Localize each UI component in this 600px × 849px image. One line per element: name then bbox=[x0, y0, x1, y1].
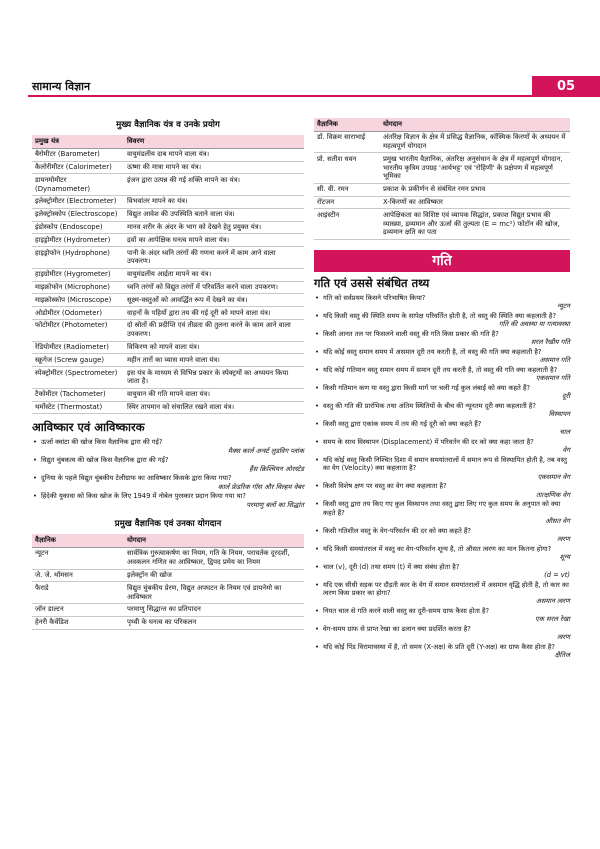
cell-name: जॉन डाल्टन bbox=[32, 603, 124, 616]
qa-item bbox=[314, 545, 570, 562]
qa-item bbox=[314, 384, 570, 401]
instrument-row bbox=[32, 234, 304, 247]
cell-name: स्क्रूगेज (Screw gauge) bbox=[32, 354, 124, 367]
cell-description: X-किरणों का आविष्कार bbox=[380, 196, 570, 209]
cell-description: परमाणु सिद्धान्त का प्रतिपादन bbox=[124, 603, 304, 616]
instruments-body bbox=[32, 148, 304, 414]
qa-item bbox=[314, 366, 570, 383]
qa-item bbox=[32, 456, 304, 473]
qa-item bbox=[314, 581, 570, 606]
cell-name: हाइग्रोमीटर (Hygrometer) bbox=[32, 268, 124, 281]
cell-description: विद्युत आवेश की उपस्थिति बताने वाला यंत्र। bbox=[124, 208, 304, 221]
instrument-row bbox=[32, 161, 304, 174]
qa-item bbox=[314, 563, 570, 580]
page-header bbox=[0, 76, 600, 98]
scientists-right-col2: योगदान bbox=[380, 118, 570, 131]
cell-name: डॉ. विक्रम साराभाई bbox=[314, 131, 380, 153]
qa-item bbox=[314, 330, 570, 347]
qa-item bbox=[314, 456, 570, 481]
cell-description: द्रवों का आपेक्षिक घनत्व मापने वाला यंत्र। bbox=[124, 234, 304, 247]
instrument-row bbox=[32, 319, 304, 341]
instruments-col1: प्रमुख यंत्र bbox=[32, 135, 124, 148]
answer: विस्थापन bbox=[548, 410, 570, 419]
question: किसी गतिमान कण या वस्तु द्वारा किसी मार्ग पर चली गई कुल लंबाई को क्या कहते हैं? bbox=[323, 383, 531, 392]
cell-name: कैलोरीमीटर (Calorimeter) bbox=[32, 161, 124, 174]
cell-name: सी. वी. रमन bbox=[314, 183, 380, 196]
qa-item bbox=[32, 492, 304, 509]
question: वस्तु की गति की प्रारंभिक तथा अंतिम स्थितियों के बीच की न्यूनतम दूरी क्या कहलाती है? bbox=[323, 401, 536, 410]
instrument-row bbox=[32, 307, 304, 320]
cell-name: हाइड्रोफोन (Hydrophone) bbox=[32, 247, 124, 269]
answer: मैक्स कार्ल अर्न्स्ट लुडविग प्लांक bbox=[227, 446, 304, 455]
cell-description: इलेक्ट्रॉन की खोज bbox=[124, 569, 304, 582]
cell-name: ओडोमीटर (Odometer) bbox=[32, 307, 124, 320]
question: किसी वस्तु द्वारा एकांक समय में तय की गई दूरी को क्या कहते हैं? bbox=[323, 419, 482, 428]
section-title: सामान्य विज्ञान bbox=[32, 80, 91, 93]
question: चाल (v), दूरी (d) तथा समय (t) में क्या संबंध होता है? bbox=[323, 562, 460, 571]
question: वेग-समय ग्राफ से प्राप्त रेखा का ढलान क्या प्रदर्शित करता है? bbox=[323, 624, 471, 633]
cell-description: ऊष्मा की मात्रा मापने का यंत्र। bbox=[124, 161, 304, 174]
qa-item bbox=[314, 527, 570, 544]
instrument-row bbox=[32, 401, 304, 414]
scientists-col1: वैज्ञानिक bbox=[32, 534, 124, 547]
cell-name: आइंस्टीन bbox=[314, 209, 380, 239]
instrument-row bbox=[32, 221, 304, 234]
question: समय के साथ विस्थापन (Displacement) में परिवर्तन की दर को क्या कहा जाता है? bbox=[323, 437, 534, 446]
qa-item bbox=[32, 474, 304, 491]
answer: शून्य bbox=[559, 552, 570, 561]
right-column bbox=[314, 118, 570, 661]
qa-item bbox=[314, 312, 570, 329]
qa-item bbox=[314, 438, 570, 455]
question: किसी गतिशील वस्तु के वेग-परिवर्तन की दर को क्या कहते हैं? bbox=[323, 526, 471, 535]
instrument-row bbox=[32, 388, 304, 401]
cell-name: न्यूटन bbox=[32, 547, 124, 569]
instruments-col2: विवरण bbox=[124, 135, 304, 148]
question: गति को सर्वप्रथम किसने परिभाषित किया? bbox=[323, 293, 426, 302]
cell-name: इलेक्ट्रोमीटर (Electrometer) bbox=[32, 195, 124, 208]
instrument-row bbox=[32, 208, 304, 221]
qa-item bbox=[314, 643, 570, 660]
cell-description: विकिरण को मापने वाला यंत्र। bbox=[124, 341, 304, 354]
cell-description: वायुयान की गति मापने वाला यंत्र। bbox=[124, 388, 304, 401]
motion-banner: गति bbox=[314, 250, 570, 272]
cell-name: स्पेक्ट्रोमीटर (Spectrometer) bbox=[32, 367, 124, 389]
question: किसी विशेष क्षण पर वस्तु का वेग क्या कहलाता है? bbox=[323, 482, 447, 491]
qa-item bbox=[314, 348, 570, 365]
cell-name: इलेक्ट्रोस्कोप (Electroscope) bbox=[32, 208, 124, 221]
scientist-row bbox=[32, 569, 304, 582]
question: यदि एक सीधी सड़क पर दौड़ती कार के वेग में समान समयांतरालों में असमान वृद्धि होती है, तो कार का त्वरण किस प्रकार का होगा? bbox=[323, 580, 569, 597]
cell-name: प्रो. सतीश धवन bbox=[314, 153, 380, 183]
qa-item bbox=[32, 438, 304, 455]
cell-name: डायनमोमीटर (Dynamometer) bbox=[32, 174, 124, 196]
cell-description: विभवांतर मापने का यंत्र। bbox=[124, 195, 304, 208]
scientist-row bbox=[314, 183, 570, 196]
cell-description: वायुमंडलीय दाब मापने वाला यंत्र। bbox=[124, 148, 304, 161]
instrument-row bbox=[32, 174, 304, 196]
instrument-row bbox=[32, 247, 304, 269]
answer: न्यूटन bbox=[557, 302, 570, 311]
scientist-row bbox=[314, 196, 570, 209]
answer: वेग bbox=[562, 446, 570, 455]
qa-item bbox=[314, 420, 570, 437]
header-rule bbox=[28, 95, 600, 97]
cell-description: आपेक्षिकता का विशिष्ट एवं व्यापक सिद्धांत, प्रकाश विद्युत प्रभाव की व्याख्या, द्रव्यमान और ऊर्जा की तुल्यता (E = mc²) फोटॉन की खोज, द्रव्यमान क्षति का पता bbox=[380, 209, 570, 239]
scientists-left-body bbox=[32, 547, 304, 629]
cell-name: इंडोस्कोप (Endoscope) bbox=[32, 221, 124, 234]
question: किसी वस्तु द्वारा तय किए गए कुल विस्थापन तथा वस्तु द्वारा लिए गए कुल समय के अनुपात को क्या कहते हैं? bbox=[323, 500, 561, 517]
instrument-row bbox=[32, 281, 304, 294]
motion-list bbox=[314, 294, 570, 660]
scientists-right-col1: वैज्ञानिक bbox=[314, 118, 380, 131]
scientist-row bbox=[314, 131, 570, 153]
question: यदि कोई पिंड विरामावस्था में है, तो समय (X-अक्ष) के प्रति दूरी (Y-अक्ष) का ग्राफ कैसा होता है? bbox=[323, 642, 555, 651]
answer: त्वरण bbox=[556, 633, 570, 642]
cell-name: बैरोमीटर (Barometer) bbox=[32, 148, 124, 161]
qa-item bbox=[314, 500, 570, 525]
question: दुनिया के पहले विद्युत चुंबकीय टेलीग्राफ का आविष्कार किसके द्वारा किया गया? bbox=[41, 474, 232, 483]
qa-item bbox=[314, 402, 570, 419]
instruments-table bbox=[32, 135, 304, 414]
cell-description: मानव शरीर के अंदर के भाग को देखने हेतु प्रयुक्त यंत्र। bbox=[124, 221, 304, 234]
question: यदि कोई गतिमान वस्तु समान समय में समान दूरी तय करती है, तो वस्तु की गति क्या कहलाती है? bbox=[323, 365, 558, 374]
answer: (d = vt) bbox=[544, 570, 570, 579]
cell-name: माइक्रोस्कोप (Microscope) bbox=[32, 294, 124, 307]
cell-description: सार्वत्रिक गुरुत्वाकर्षण का नियम, गति के नियम, परावर्तक दूरदर्शी, अवकलन गणित का आविष्कार, द्विपद प्रमेय का नियम bbox=[124, 547, 304, 569]
question: किसी आनत तल पर फिसलने वाली वस्तु की गति किस प्रकार की गति है? bbox=[323, 329, 499, 338]
cell-description: दो स्रोतों की प्रदीप्ति एवं तीव्रता की तुलना करने के काम आने वाला उपकरण। bbox=[124, 319, 304, 341]
cell-description: पानी के अंदर ध्वनि तरंगों की गणना करने में काम आने वाला उपकरण। bbox=[124, 247, 304, 269]
question: यदि कोई वस्तु किसी निश्चित दिशा में समान समयांतरालों में समान रूप से विस्थापित होती है, तब वस्तु का वेग (Velocity) क्या कहलाता है? bbox=[323, 455, 567, 473]
scientists-right-body bbox=[314, 131, 570, 239]
scientist-row bbox=[32, 582, 304, 604]
answer: सरल रैखीय गति bbox=[530, 338, 570, 347]
qa-item bbox=[314, 294, 570, 311]
cell-description: स्थिर तापमान को संचालित रखने वाला यंत्र। bbox=[124, 401, 304, 414]
answer: एकसमान गति bbox=[535, 374, 570, 383]
cell-name: रॉटजन bbox=[314, 196, 380, 209]
answer: असमान गति bbox=[539, 356, 570, 365]
instrument-row bbox=[32, 268, 304, 281]
instrument-row bbox=[32, 148, 304, 161]
answer: असमान त्वरण bbox=[535, 597, 570, 606]
motion-heading: गति एवं उससे संबंधित तथ्य bbox=[314, 275, 430, 290]
answer: क्षैतिज bbox=[554, 651, 570, 660]
question: हिंदेकी युकावा को किस खोज के लिए 1949 में नोबेल पुरस्कार प्रदान किया गया था? bbox=[41, 492, 246, 501]
cell-description: अंतरिक्ष विज्ञान के क्षेत्र में प्रसिद्ध वैज्ञानिक, कॉस्मिक किरणों के अध्ययन में महत्वपूर्ण योगदान bbox=[380, 131, 570, 153]
scientist-row bbox=[32, 547, 304, 569]
question: यदि किसी वस्तु की स्थिति समय के सापेक्ष परिवर्तित होती है, तो वस्तु की स्थिति क्या कहलाती है? bbox=[323, 311, 557, 320]
cell-description: महीन तारों का व्यास मापने वाला यंत्र। bbox=[124, 354, 304, 367]
instrument-row bbox=[32, 354, 304, 367]
answer: एकसमान वेग bbox=[537, 472, 570, 481]
scientists-table-left bbox=[32, 534, 304, 629]
answer: तात्क्षणिक वेग bbox=[536, 490, 570, 499]
scientists-title: प्रमुख वैज्ञानिक एवं उनका योगदान bbox=[114, 519, 222, 530]
cell-name: माइक्रोफोन (Microphone) bbox=[32, 281, 124, 294]
answer: चाल bbox=[559, 428, 570, 437]
discoveries-list bbox=[32, 438, 304, 509]
cell-name: फैराडे bbox=[32, 582, 124, 604]
instrument-row bbox=[32, 367, 304, 389]
cell-description: प्रमुख भारतीय वैज्ञानिक, अंतरिक्ष अनुसंधान के क्षेत्र में महत्वपूर्ण योगदान, भारतीय कृत्रिम उपग्रह 'आर्यभट्ट' एवं 'रोहिणी' के प्रक्षेपण में महत्वपूर्ण भूमिका bbox=[380, 153, 570, 183]
instruments-title: मुख्य वैज्ञानिक यंत्र व उनके प्रयोग bbox=[116, 120, 220, 130]
question: विद्युत चुंबकत्व की खोज किस वैज्ञानिक द्वारा की गई? bbox=[41, 456, 169, 465]
cell-description: पृथ्वी के घनत्व का परिकलन bbox=[124, 616, 304, 629]
instrument-row bbox=[32, 294, 304, 307]
answer: दूरी bbox=[561, 392, 570, 401]
scientist-row bbox=[314, 153, 570, 183]
cell-description: विद्युत चुंबकीय प्रेरण, विद्युत अपघटन के नियम एवं डायनेमो का आविष्कार bbox=[124, 582, 304, 604]
qa-item bbox=[314, 607, 570, 624]
page-number: 05 bbox=[532, 76, 600, 97]
question: यदि किसी समयांतराल में वस्तु का वेग-परिवर्तन शून्य है, तो औसत त्वरण का मान कितना होगा? bbox=[323, 544, 552, 553]
cell-description: सूक्ष्म-वस्तुओं को आवर्द्धित रूप में देखने का यंत्र। bbox=[124, 294, 304, 307]
cell-name: हेनरी कैवेंडिश bbox=[32, 616, 124, 629]
left-column bbox=[32, 118, 304, 630]
cell-name: टैकोमीटर (Tachometer) bbox=[32, 388, 124, 401]
answer: कार्ल फ्रेडरिक गॉस और विल्हम वेबर bbox=[217, 482, 304, 491]
cell-description: वाहनों के पहियों द्वारा तय की गई दूरी को मापने वाला यंत्र। bbox=[124, 307, 304, 320]
answer: त्वरण bbox=[556, 534, 570, 543]
answer: गति की अवस्था या गत्यावस्था bbox=[498, 320, 570, 329]
discoveries-heading: आविष्कार एवं आविष्कारक bbox=[32, 420, 145, 435]
question: ऊर्जा क्वांटा की खोज किस वैज्ञानिक द्वारा की गई? bbox=[41, 438, 163, 447]
question: यदि कोई वस्तु समान समय में असमान दूरी तय करती है, तो वस्तु की गति क्या कहलाती है? bbox=[323, 347, 542, 356]
cell-description: प्रकाश के प्रकीर्णन से संबंधित रमन प्रभाव bbox=[380, 183, 570, 196]
answer: हैंस क्रिश्चियन ओरस्टेड bbox=[249, 464, 304, 473]
qa-item bbox=[314, 625, 570, 642]
cell-description: वायुमंडलीय आर्द्रता मापने का यंत्र। bbox=[124, 268, 304, 281]
scientist-row bbox=[32, 616, 304, 629]
qa-item bbox=[314, 482, 570, 499]
question: नियत चाल से गति करने वाली वस्तु का दूरी-समय ग्राफ कैसा होता है? bbox=[323, 606, 490, 615]
cell-name: हाइड्रोमीटर (Hydrometer) bbox=[32, 234, 124, 247]
scientist-row bbox=[314, 209, 570, 239]
scientists-col2: योगदान bbox=[124, 534, 304, 547]
scientist-row bbox=[32, 603, 304, 616]
cell-name: जे. जे. थॉमसन bbox=[32, 569, 124, 582]
scientists-table-right bbox=[314, 118, 570, 240]
answer: औसत वेग bbox=[545, 516, 570, 525]
cell-name: फोटोमीटर (Photometer) bbox=[32, 319, 124, 341]
cell-description: इंजन द्वारा उत्पन्न की गई शक्ति मापने का यंत्र। bbox=[124, 174, 304, 196]
cell-name: थर्मोस्टेट (Thermostat) bbox=[32, 401, 124, 414]
answer: परमाणु बलों का सिद्धांत bbox=[246, 500, 304, 509]
instrument-row bbox=[32, 195, 304, 208]
cell-description: ध्वनि तरंगों को विद्युत तरंगों में परिवर्तित करने वाला उपकरण। bbox=[124, 281, 304, 294]
cell-name: रेडियोमीटर (Radiometer) bbox=[32, 341, 124, 354]
answer: एक सरल रेखा bbox=[535, 615, 570, 624]
instrument-row bbox=[32, 341, 304, 354]
cell-description: इस यंत्र के माध्यम से विभिन्न प्रकार के स्पेक्ट्रमों का अध्ययन किया जाता है। bbox=[124, 367, 304, 389]
